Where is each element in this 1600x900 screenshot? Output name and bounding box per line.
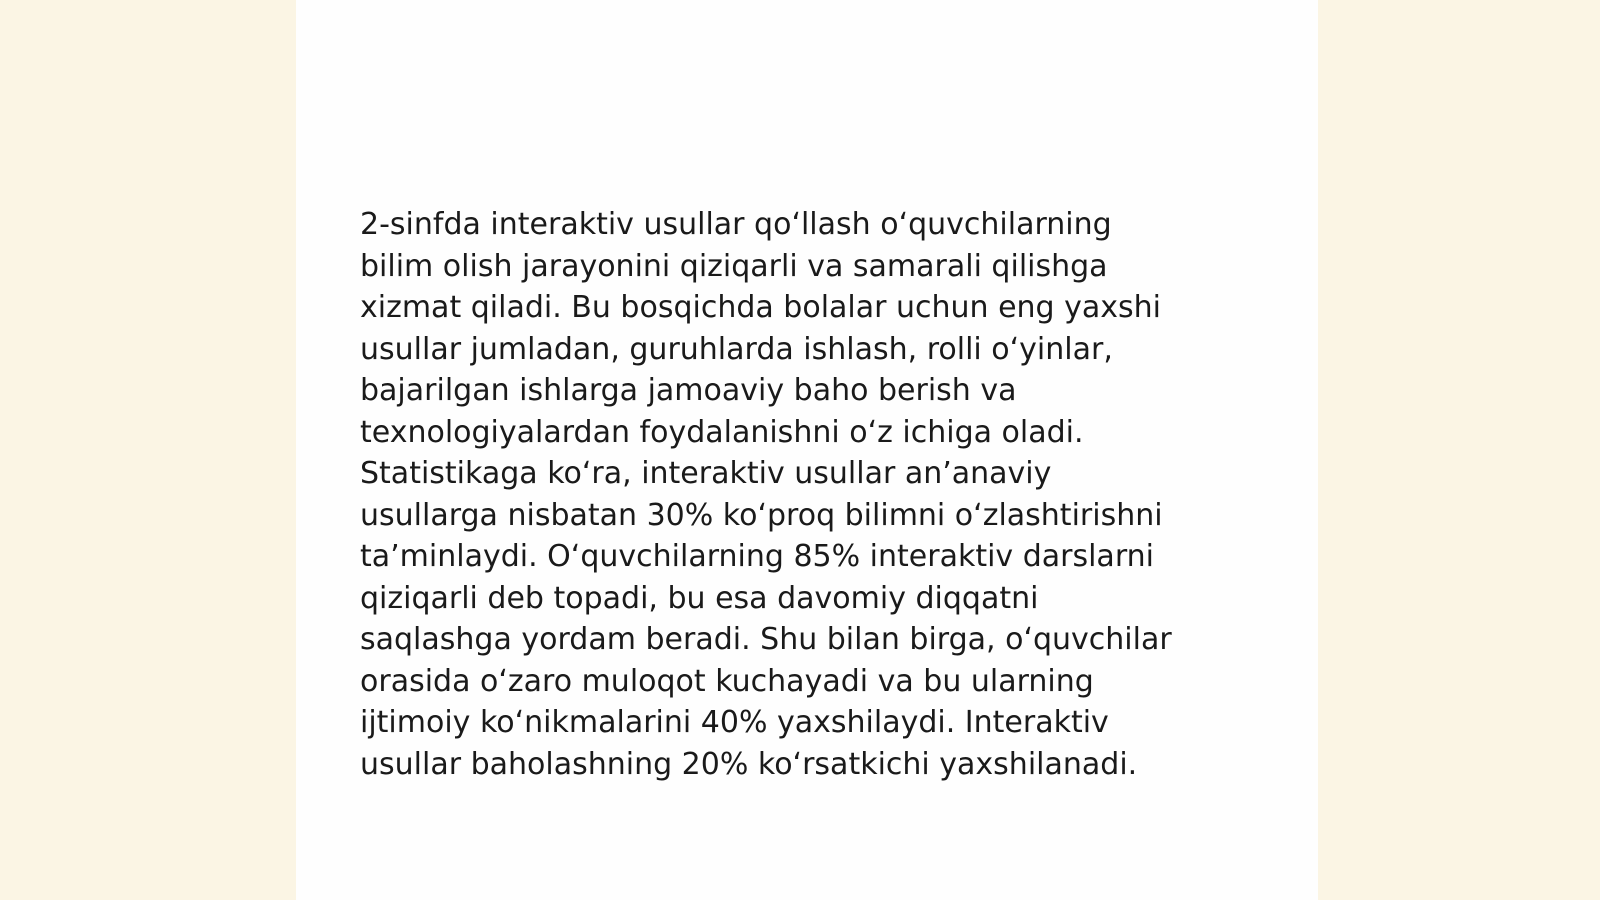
text-line: bilim olish jarayonini qiziqarli va samarali qilishga (360, 248, 1108, 284)
text-line: bajarilgan ishlarga jamoaviy baho berish va (360, 373, 1017, 408)
text-line: Statistikaga koʻra, interaktiv usullar anʼanaviy (360, 456, 1052, 491)
text-line: xizmat qiladi. Bu bosqichda bolalar uchun eng yaxshi (360, 290, 1162, 325)
text-line: usullar jumladan, guruhlarda ishlash, rolli oʻyinlar, (360, 331, 1113, 367)
slide-body-text (360, 204, 1260, 785)
text-line: qiziqarli deb topadi, bu esa davomiy diqqatni (360, 580, 1039, 616)
text-line: taʼminlaydi. Oʻquvchilarning 85% interaktiv darslarni (360, 539, 1154, 574)
text-line: usullarga nisbatan 30% koʻproq bilimni oʻzlashtirishni (360, 497, 1163, 533)
slide (296, 0, 1318, 900)
text-line: ijtimoiy koʻnikmalarini 40% yaxshilaydi. Interaktiv (360, 705, 1109, 740)
text-line: orasida oʻzaro muloqot kuchayadi va bu ularning (360, 663, 1094, 699)
text-line: 2-sinfda interaktiv usullar qoʻllash oʻquvchilarning (360, 207, 1112, 242)
text-line: usullar baholashning 20% koʻrsatkichi yaxshilanadi. (360, 746, 1138, 782)
text-line: saqlashga yordam beradi. Shu bilan birga, oʻquvchilar (360, 622, 1172, 657)
text-line: texnologiyalardan foydalanishni oʻz ichiga oladi. (360, 414, 1084, 450)
